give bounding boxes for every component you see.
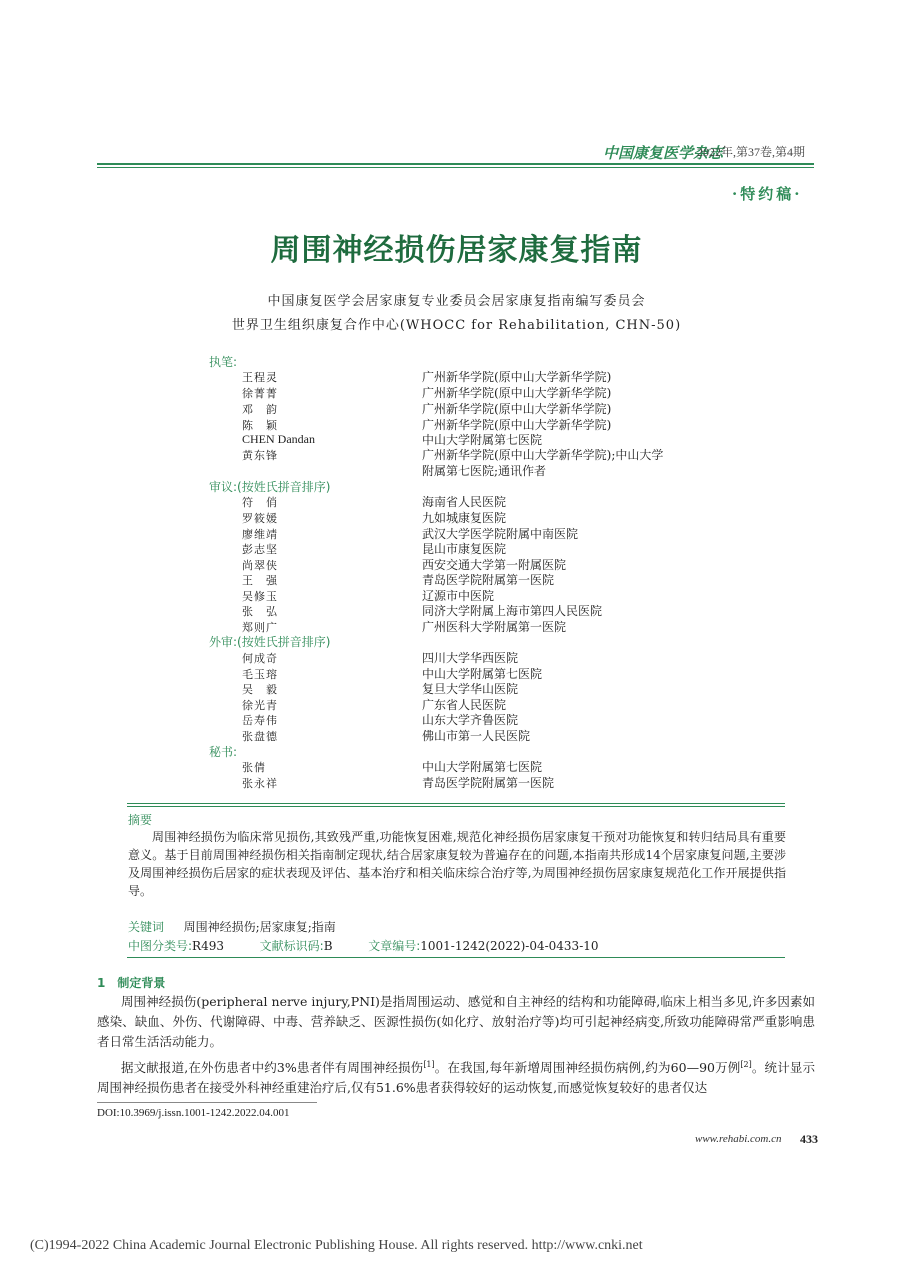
clc-label: 中图分类号:: [128, 939, 193, 953]
classification-row: [128, 937, 599, 954]
article-number-label: 文章编号:: [368, 939, 421, 953]
reviewer-affiliation: 广州医科大学附属第一医院: [422, 620, 567, 634]
journal-issue: 2022年,第37卷,第4期: [697, 145, 806, 159]
external-affiliation: 广东省人民医院: [422, 698, 507, 712]
reviewer-affiliation: 同济大学附属上海市第四人民医院: [422, 604, 603, 618]
writer-affiliation: 广州新华学院(原中山大学新华学院): [422, 370, 612, 384]
secretary-affiliation: 青岛医学院附属第一医院: [422, 776, 555, 790]
organization-2: 世界卫生组织康复合作中心(WHOCC for Rehabilitation, CHN-50): [231, 318, 682, 333]
citation-ref[interactable]: [2]: [740, 1060, 752, 1069]
header-rule: [97, 163, 814, 165]
clc-value: R493: [192, 939, 224, 953]
external-affiliation: 复旦大学华山医院: [422, 682, 519, 696]
external-name: 张盘德: [242, 730, 278, 743]
body-paragraph-2: [97, 1055, 815, 1098]
reviewer-name: 彭志坚: [242, 543, 278, 556]
article-number-value: 1001-1242(2022)-04-0433-10: [420, 939, 599, 953]
citation-ref[interactable]: [1]: [423, 1060, 435, 1069]
reviewer-name: 廖维靖: [242, 528, 278, 541]
writer-affiliation: 广州新华学院(原中山大学新华学院): [422, 418, 612, 432]
section-heading: [97, 974, 165, 991]
abstract-rule-bottom: [127, 957, 785, 958]
keywords-row: [128, 918, 336, 935]
external-affiliation: 佛山市第一人民医院: [422, 729, 531, 743]
writer-name: 黄东锋: [242, 449, 278, 462]
role-secretary: 秘书:: [209, 745, 238, 759]
writer-name: 陈 颖: [242, 419, 278, 432]
role-writers: 执笔:: [209, 355, 238, 369]
reviewer-affiliation: 海南省人民医院: [422, 495, 507, 509]
abstract-text: 周围神经损伤为临床常见损伤,其致残严重,功能恢复困难,规范化神经损伤居家康复干预对功能恢复和转归结局具有重要意义。基于目前周围神经损伤相关指南制定现状,结合居家康复较为普遍存在的问题,本指南共形成14个居家康复问题,主要涉及周围神经损伤后居家的症状表现及评估、基本治疗和相关临床综合治疗等,为周围神经损伤居家康复规范化工作开展提供指导。: [128, 830, 786, 898]
reviewer-affiliation: 青岛医学院附属第一医院: [422, 573, 555, 587]
external-affiliation: 四川大学华西医院: [422, 651, 519, 665]
abstract-rule-top: [127, 803, 785, 804]
writer-name: 邓 韵: [242, 403, 278, 416]
external-name: 毛玉瑢: [242, 668, 278, 681]
writer-name: 王程灵: [242, 371, 278, 384]
abstract-label: 摘要: [128, 813, 153, 827]
reviewer-name: 郑则广: [242, 621, 278, 634]
doc-code-label: 文献标识码:: [259, 939, 324, 953]
writer-affiliation: 广州新华学院(原中山大学新华学院): [422, 386, 612, 400]
reviewer-name: 吴修玉: [242, 590, 278, 603]
footnote-rule: [97, 1102, 317, 1103]
external-name: 何成奇: [242, 652, 278, 665]
article-title: 周围神经损伤居家康复指南: [270, 233, 643, 268]
external-affiliation: 山东大学齐鲁医院: [422, 713, 519, 727]
reviewer-name: 符 俏: [242, 496, 278, 509]
reviewer-affiliation: 武汉大学医学院附属中南医院: [422, 527, 579, 541]
doc-code-value: B: [323, 939, 333, 953]
copyright-notice: (C)1994-2022 China Academic Journal Electronic Publishing House. All rights reserved. http://www.cnki.net: [30, 1238, 643, 1253]
writer-affiliation: 中山大学附属第七医院: [422, 433, 543, 447]
writer-name: CHEN Dandan: [242, 432, 315, 446]
reviewer-name: 张 弘: [242, 605, 278, 618]
reviewer-name: 王 强: [242, 574, 278, 587]
header-rule-thin: [97, 167, 814, 168]
column-label: ·特约稿·: [732, 185, 803, 203]
reviewer-affiliation: 西安交通大学第一附属医院: [422, 558, 567, 572]
keywords-label: 关键词: [128, 920, 165, 934]
secretary-affiliation: 中山大学附属第七医院: [422, 760, 543, 774]
external-affiliation: 中山大学附属第七医院: [422, 667, 543, 681]
role-reviewers: 审议:(按姓氏拼音排序): [209, 480, 331, 494]
reviewer-affiliation: 辽源市中医院: [422, 589, 495, 603]
doi[interactable]: DOI:10.3969/j.issn.1001-1242.2022.04.001: [97, 1107, 290, 1119]
paragraph-text: 。在我国,每年新增周围神经损伤病例,约为60—90万例: [434, 1060, 741, 1076]
secretary-name: 张永祥: [242, 777, 278, 790]
abstract-rule-top-thin: [127, 806, 785, 807]
journal-website[interactable]: www.rehabi.com.cn: [695, 1133, 782, 1145]
reviewer-affiliation: 昆山市康复医院: [422, 542, 507, 556]
secretary-name: 张倩: [242, 761, 266, 774]
section-number: 1: [97, 976, 106, 990]
writer-name: 徐菁菁: [242, 387, 278, 400]
writer-affiliation: 广州新华学院(原中山大学新华学院);中山大学: [422, 448, 664, 462]
reviewer-affiliation: 九如城康复医院: [422, 511, 507, 525]
external-name: 吴 毅: [242, 683, 278, 696]
external-name: 岳寿伟: [242, 714, 278, 727]
writer-affiliation: 附属第七医院;通讯作者: [422, 464, 547, 478]
organization-1: 中国康复医学会居家康复专业委员会居家康复指南编写委员会: [267, 294, 646, 309]
page-number: 433: [800, 1132, 818, 1146]
paragraph-text: 。统计显示周围神经损伤患者在接受外科神经重建治疗后,仅有51.6%患者获得较好的运动恢复,而感觉恢复较好的患者仅达: [97, 1060, 815, 1096]
writer-affiliation: 广州新华学院(原中山大学新华学院): [422, 402, 612, 416]
body-paragraph-1: 周围神经损伤(peripheral nerve injury,PNI)是指周围运动、感觉和自主神经的结构和功能障碍,临床上相当多见,许多因素如感染、缺血、外伤、代谢障碍、中毒、营养缺乏、医源性损伤(如化疗、放射治疗等)均可引起神经病变,所致功能障碍常严重影响患者日常生活活动能力。: [97, 994, 815, 1049]
paragraph-text: 据文献报道,在外伤患者中约3%患者伴有周围神经损伤: [121, 1060, 424, 1076]
section-title: 制定背景: [117, 976, 166, 990]
external-name: 徐光青: [242, 699, 278, 712]
reviewer-name: 尚翠侠: [242, 559, 278, 572]
journal-name: 中国康复医学杂志: [602, 144, 723, 162]
reviewer-name: 罗筱媛: [242, 512, 278, 525]
role-external: 外审:(按姓氏拼音排序): [209, 635, 331, 649]
keywords-value: 周围神经损伤;居家康复;指南: [183, 920, 336, 934]
